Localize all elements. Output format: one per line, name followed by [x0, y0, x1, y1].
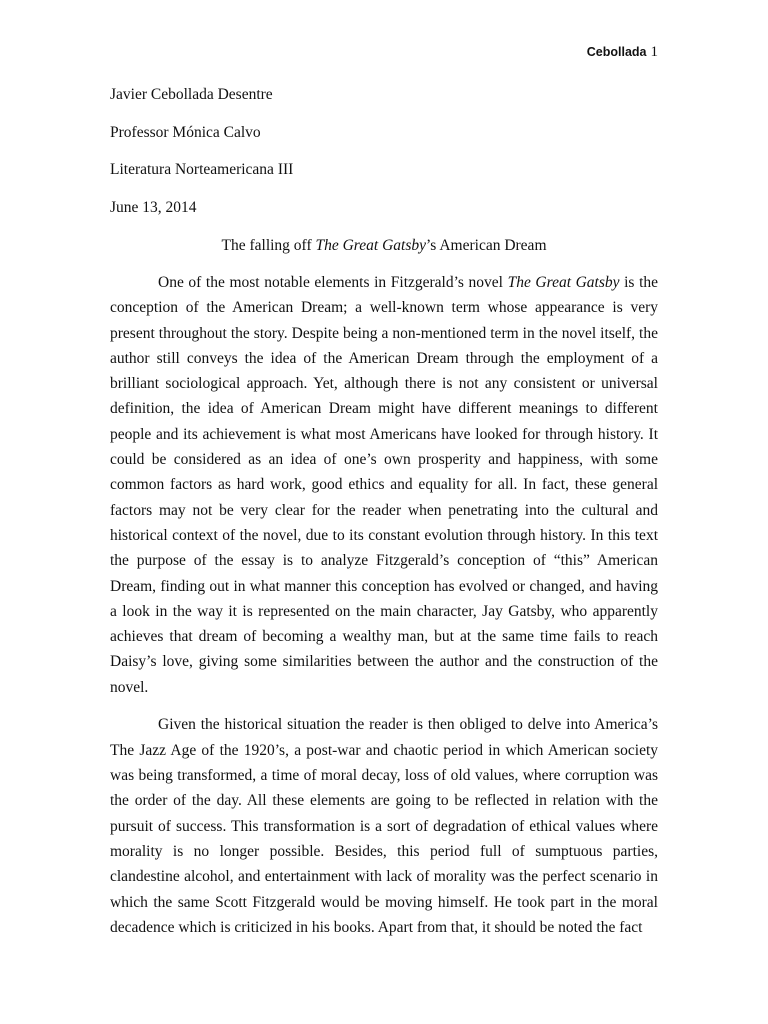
paragraph-1-part-1: One of the most notable elements in Fitzgerald’s novel — [158, 273, 508, 291]
author-name: Javier Cebollada Desentre — [110, 86, 273, 103]
essay-date: June 13, 2014 — [110, 199, 197, 217]
title-prefix: The falling off — [221, 236, 316, 254]
course-name: Literatura Norteamericana III — [110, 161, 294, 179]
title-italic: The Great Gatsby — [315, 236, 426, 254]
title-suffix: ’s American Dream — [425, 236, 547, 254]
document-body — [110, 82, 658, 953]
paragraph-2-text: Given the historical situation the reader is then obliged to delve into America’s The Jazz Age of the 1920’s, a post-war and chaotic period in which American society was being transformed, a time of moral decay, loss of old values, where corruption was the order of the day. All these elements are going to be reflected in relation with the pursuit of success. This transformation is a sort of degradation of ethical values where morality is no longer possible. Besides, this period full of sumptuous parties, clandestine alcohol, and entertainment with lack of morality was the perfect scenario in which the same Scott Fitzgerald would be moving himself. He took part in the moral decadence which is criticized in his books. Apart from that, it should be noted the fact — [110, 716, 658, 936]
paragraph-1 — [110, 270, 658, 700]
running-head-name: Cebollada — [586, 45, 647, 59]
page-number: 1 — [650, 44, 658, 60]
professor-name: Professor Mónica Calvo — [110, 123, 261, 141]
running-head — [587, 41, 658, 63]
paragraph-1-italic: The Great Gatsby — [507, 273, 620, 291]
paragraph-1-part-2: is the conception of the American Dream; a well-known term whose appearance is very present throughout the story. Despite being a non-mentioned term in the novel itself, the author still conveys the idea of the American Dream through the employment of a brilliant sociological approach. Yet, although there is not any consistent or universal definition, the idea of American Dream might have different meanings to different people and its achievement is what most Americans have looked for through history. It could be considered as an idea of one’s own prosperity and happiness, with some common factors as hard work, good ethics and equality for all. In fact, these general factors may not be very clear for the reader when penetrating into the cultural and historical context of the novel, due to its constant evolution through history. In this text the purpose of the essay is to analyze Fitzgerald’s conception of “this” American Dream, finding out in what manner this conception has evolved or changed, and having a look in the way it is represented on the main character, Jay Gatsby, who apparently achieves that dream of becoming a wealthy man, but at the same time fails to reach Daisy’s love, giving some similarities between the author and the construction of the novel. — [110, 273, 659, 696]
essay-title — [110, 233, 658, 270]
paragraph-2 — [110, 712, 658, 940]
